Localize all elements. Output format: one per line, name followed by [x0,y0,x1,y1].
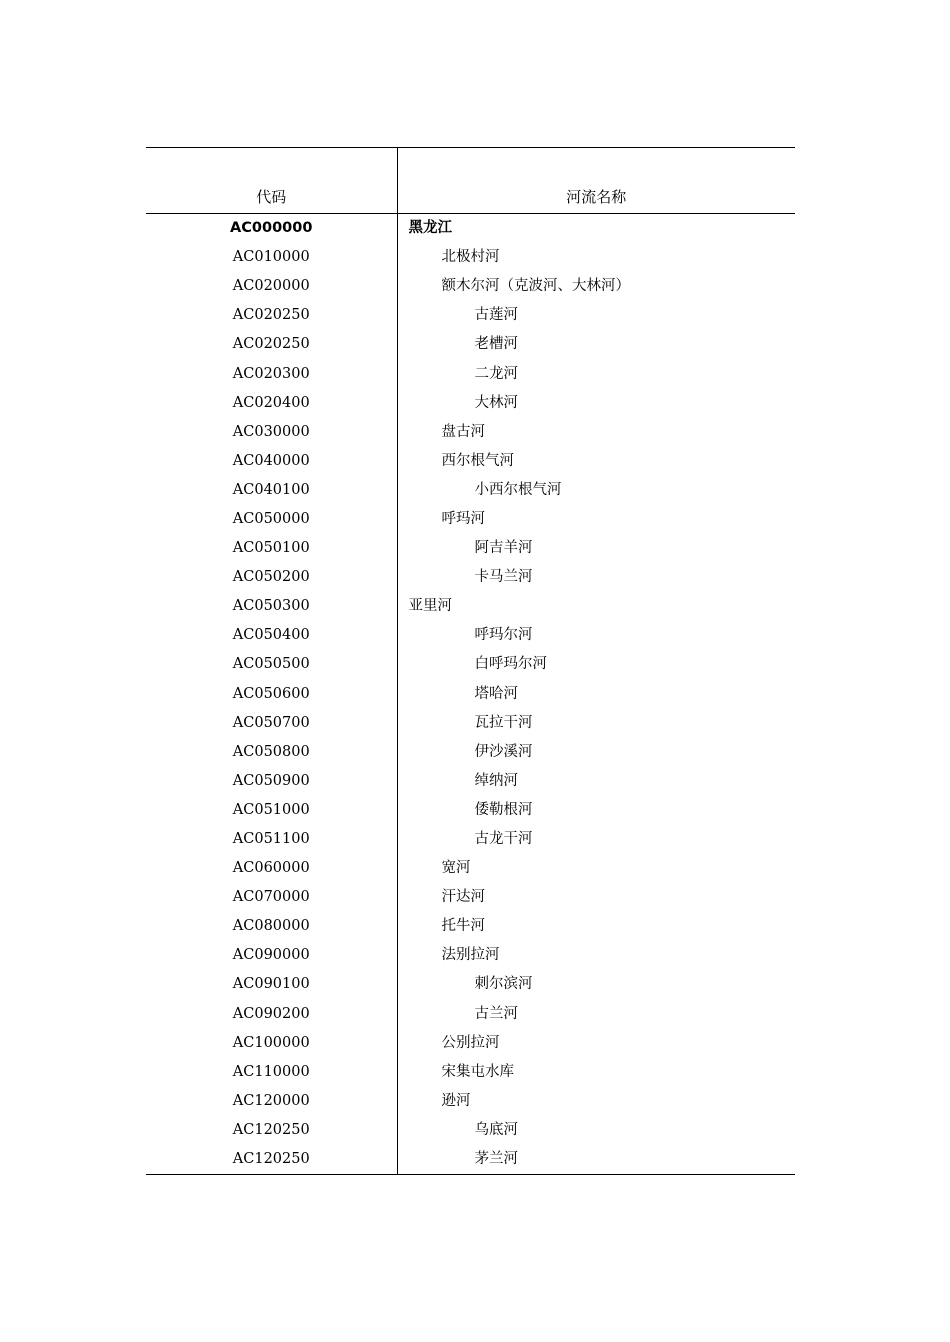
river-name: 宽河 [441,860,471,877]
river-code: AC090100 [146,970,397,999]
river-name: 阿吉羊河 [474,540,533,557]
river-name: 古兰河 [474,1005,518,1022]
river-code: AC090000 [146,941,397,970]
river-name: 白呼玛尔河 [474,656,547,673]
river-name: 盘古河 [441,423,485,440]
river-code: AC020000 [146,272,397,301]
river-code: AC000000 [146,214,397,244]
river-code: AC020250 [146,330,397,359]
river-name: 小西尔根气河 [474,481,562,498]
river-code: AC051100 [146,825,397,854]
table-row [146,621,795,650]
river-code: AC120000 [146,1087,397,1116]
river-name: 北极村河 [441,249,500,266]
river-name: 倭勒根河 [474,801,533,818]
table-row [146,243,795,272]
header-river-name: 河流名称 [397,148,795,214]
river-code: AC050100 [146,534,397,563]
table-row [146,563,795,592]
river-name: 宋集屯水库 [441,1063,514,1080]
table-row [146,680,795,709]
header-code: 代码 [146,148,397,214]
river-name: 刺尔滨河 [474,976,533,993]
river-code: AC010000 [146,243,397,272]
table-row [146,1058,795,1087]
table-row [146,709,795,738]
river-name: 伊沙溪河 [474,743,533,760]
river-name: 塔哈河 [474,685,518,702]
river-code: AC070000 [146,883,397,912]
table-row [146,883,795,912]
river-name: 卡马兰河 [474,569,533,586]
river-name: 乌底河 [474,1121,518,1138]
river-code: AC050700 [146,709,397,738]
river-code: AC020300 [146,359,397,388]
river-name: 公别拉河 [441,1034,500,1051]
river-name: 法别拉河 [441,947,500,964]
table-row [146,941,795,970]
river-code: AC120250 [146,1116,397,1145]
river-name: 瓦拉干河 [474,714,533,731]
river-code: AC100000 [146,1029,397,1058]
table-row [146,767,795,796]
river-code-table [146,147,795,1175]
table-row [146,301,795,330]
table-row [146,272,795,301]
table-row [146,854,795,883]
river-code: AC060000 [146,854,397,883]
river-name: 西尔根气河 [441,452,514,469]
table-row [146,1087,795,1116]
river-code: AC050400 [146,621,397,650]
river-code: AC051000 [146,796,397,825]
table-row [146,1116,795,1145]
river-code: AC050600 [146,680,397,709]
table-row [146,650,795,679]
table-row [146,447,795,476]
river-name: 绰纳河 [474,772,518,789]
table-row [146,738,795,767]
river-code: AC030000 [146,418,397,447]
table-header-row [146,148,795,214]
table-row [146,330,795,359]
table-row [146,389,795,418]
river-code: AC040000 [146,447,397,476]
table-row [146,214,795,244]
river-name: 古莲河 [474,307,518,324]
river-code: AC050800 [146,738,397,767]
table-row [146,476,795,505]
table-row [146,1029,795,1058]
river-name: 老槽河 [474,336,518,353]
river-code: AC090200 [146,1000,397,1029]
river-code: AC050200 [146,563,397,592]
river-name: 呼玛河 [441,510,485,527]
river-code: AC120250 [146,1145,397,1175]
river-name: 古龙干河 [474,831,533,848]
table-row [146,359,795,388]
table-row [146,534,795,563]
river-name: 黑龙江 [408,220,452,237]
river-code: AC110000 [146,1058,397,1087]
river-code: AC050000 [146,505,397,534]
river-name: 托牛河 [441,918,485,935]
river-name: 额木尔河（克波河、大林河） [441,278,630,295]
river-code: AC080000 [146,912,397,941]
table-row [146,418,795,447]
table-row [146,1000,795,1029]
river-name: 呼玛尔河 [474,627,533,644]
river-code: AC050500 [146,650,397,679]
table-row [146,796,795,825]
river-code: AC020250 [146,301,397,330]
river-name: 大林河 [474,394,518,411]
river-name: 逊河 [441,1092,471,1109]
table-row [146,912,795,941]
river-code: AC050900 [146,767,397,796]
river-code: AC040100 [146,476,397,505]
table-row [146,505,795,534]
river-code: AC020400 [146,389,397,418]
table-row [146,970,795,999]
river-name: 汗达河 [441,889,485,906]
table-body [146,214,795,1175]
table-row [146,1145,795,1175]
table-row [146,825,795,854]
table-row [146,592,795,621]
river-name: 茅兰河 [397,1145,795,1175]
river-name: 二龙河 [474,365,518,382]
river-name: 亚里河 [408,598,452,615]
river-code: AC050300 [146,592,397,621]
